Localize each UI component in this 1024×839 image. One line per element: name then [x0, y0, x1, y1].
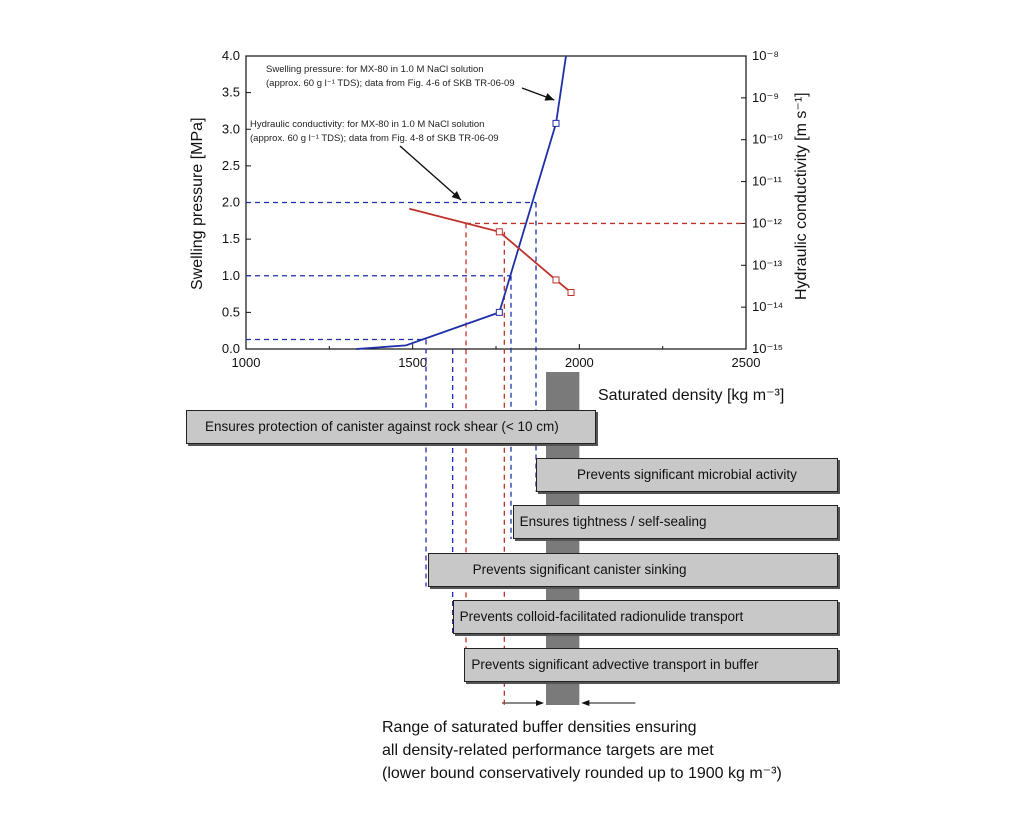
right-y-tick-label: 10⁻¹² [752, 215, 782, 231]
hydraulic-conductivity-point [568, 289, 574, 295]
right-y-tick-label: 10⁻¹⁴ [752, 299, 784, 315]
right-y-tick-label: 10⁻¹⁵ [752, 341, 784, 356]
swelling-annotation-line-1: Swelling pressure: for MX-80 in 1.0 M NaCl solution [266, 64, 484, 75]
conductivity-annotation-line-2: (approx. 60 g l⁻¹ TDS); data from Fig. 4-8 of SKB TR-06-09 [250, 133, 499, 144]
left-y-tick-label: 0.5 [221, 304, 240, 320]
hydraulic-conductivity-point [553, 277, 559, 283]
range-arrow-right-head [581, 700, 589, 706]
left-y-tick-label: 2.0 [221, 194, 240, 210]
right-y-axis-label: Hydraulic conductivity [m s⁻¹] [793, 92, 810, 300]
left-y-tick-label: 1.5 [221, 231, 240, 247]
left-y-tick-label: 4.0 [221, 48, 240, 63]
x-tick-label: 2000 [564, 355, 594, 370]
left-y-axis-label: Swelling pressure [MPa] [189, 117, 206, 290]
left-y-tick-label: 3.5 [221, 84, 240, 100]
performance-target-bar: Ensures tightness / self-sealing [513, 505, 838, 539]
x-tick-label: 1000 [231, 355, 261, 370]
hydraulic-conductivity-point [496, 229, 502, 235]
range-caption [382, 716, 782, 785]
conductivity-annotation-arrow-line [400, 146, 461, 200]
right-y-tick-label: 10⁻⁸ [752, 48, 779, 63]
swelling-annotation-line-2: (approx. 60 g l⁻¹ TDS); data from Fig. 4-6 of SKB TR-06-09 [266, 78, 515, 89]
caption-line-2: all density-related performance targets are met [382, 742, 714, 759]
left-y-tick-label: 0.0 [221, 341, 240, 356]
caption-line-3: (lower bound conservatively rounded up to 1900 kg m⁻³) [382, 765, 782, 782]
x-axis-label: Saturated density [kg m⁻³] [598, 387, 785, 404]
right-y-tick-label: 10⁻¹⁰ [752, 131, 783, 147]
swelling-pressure-point [553, 120, 559, 126]
hydraulic-conductivity-line [409, 209, 571, 293]
conductivity-annotation-line-1: Hydraulic conductivity: for MX-80 in 1.0 M NaCl solution [250, 119, 485, 130]
right-y-tick-label: 10⁻¹¹ [752, 173, 782, 189]
range-arrow-left-head [536, 700, 544, 706]
left-y-tick-label: 2.5 [221, 157, 240, 173]
performance-target-bar: Prevents significant microbial activity [536, 458, 838, 492]
swelling-pressure-point [496, 309, 502, 315]
right-y-tick-label: 10⁻⁹ [752, 89, 779, 105]
right-y-tick-label: 10⁻¹³ [752, 257, 782, 273]
caption-line-1: Range of saturated buffer densities ensuring [382, 719, 697, 736]
left-y-tick-label: 1.0 [221, 267, 240, 283]
x-tick-label: 1500 [398, 355, 428, 370]
x-tick-label: 2500 [731, 355, 761, 370]
swelling-annotation-arrow-head [545, 93, 555, 101]
performance-target-bar: Prevents colloid-facilitated radionulide transport [453, 600, 838, 634]
performance-target-bar: Prevents significant canister sinking [428, 553, 838, 587]
performance-target-bar: Prevents significant advective transport in buffer [464, 648, 838, 682]
left-y-tick-label: 3.0 [221, 121, 240, 137]
performance-target-bar: Ensures protection of canister against rock shear (< 10 cm) [186, 410, 596, 444]
